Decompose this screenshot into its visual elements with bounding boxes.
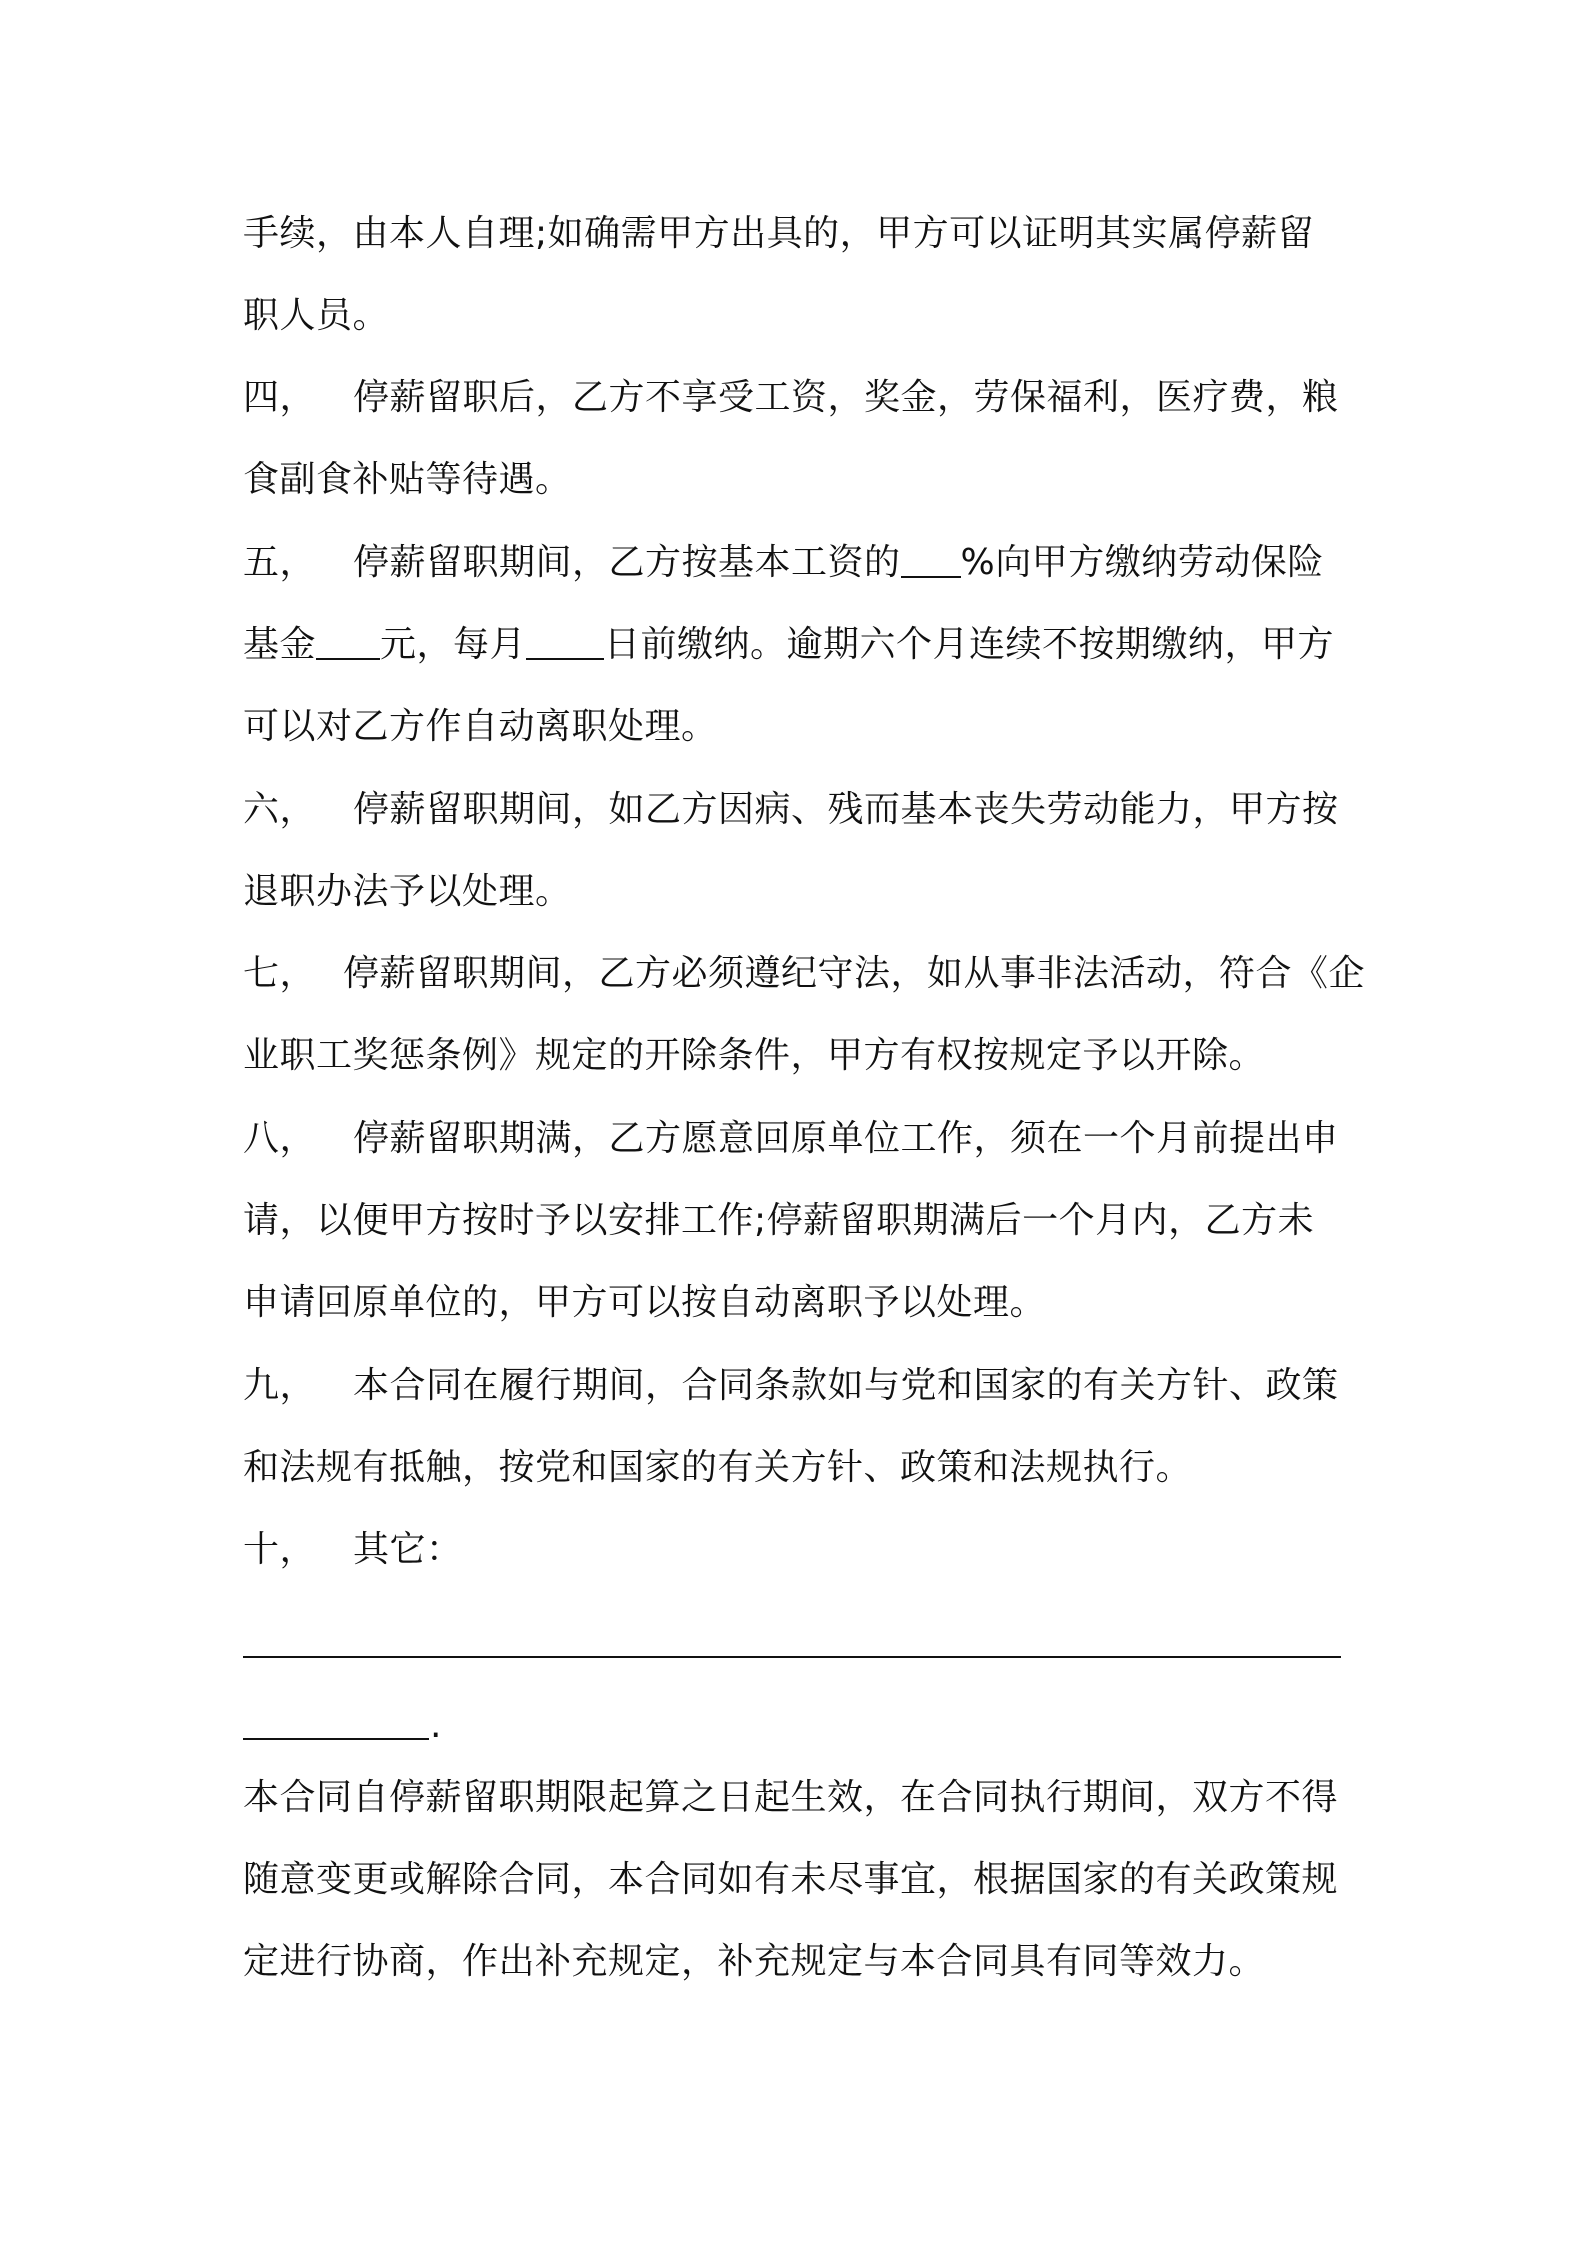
text-line: 本合同自停薪留职期限起算之日起生效，在合同执行期间，双方不得 — [243, 1777, 1339, 1818]
clause-6-line-1 — [243, 788, 1363, 832]
clause-text: 停薪留职期间，乙方按基本工资的 — [353, 542, 901, 583]
clause-number: 九， — [243, 1365, 317, 1406]
clause-4-line-1 — [243, 376, 1363, 420]
clause-text: 本合同在履行期间，合同条款如与党和国家的有关方针、政策 — [353, 1365, 1339, 1406]
clause-number: 四， — [243, 377, 317, 418]
clause-number: 八， — [243, 1118, 317, 1159]
clause-text: 元，每月 — [380, 624, 527, 665]
text-line: 退职办法予以处理。 — [243, 871, 572, 912]
clause-7-line-1 — [243, 952, 1366, 996]
clause-text: 停薪留职期满，乙方愿意回原单位工作，须在一个月前提出申 — [353, 1118, 1339, 1159]
clause-number: 五， — [243, 542, 317, 583]
text-line: 和法规有抵触，按党和国家的有关方针、政策和法规执行。 — [243, 1447, 1193, 1488]
clause-text: 停薪留职后，乙方不享受工资，奖金，劳保福利，医疗费，粮 — [353, 377, 1339, 418]
blank-underline — [526, 626, 604, 660]
end-period: . — [430, 1705, 442, 1746]
clause-9-line-1 — [243, 1364, 1363, 1408]
clause-text: 日前缴纳。逾期六个月连续不按期缴纳，甲方 — [604, 624, 1335, 665]
clause-text: 停薪留职期间，如乙方因病、残而基本丧失劳动能力，甲方按 — [353, 789, 1339, 830]
blank-underline — [901, 544, 961, 578]
text-line: 业职工奖惩条例》规定的开除条件，甲方有权按规定予以开除。 — [243, 1035, 1266, 1076]
clause-number: 六， — [243, 789, 317, 830]
text-line: 职人员。 — [243, 295, 390, 336]
clause-text: 其它： — [353, 1529, 463, 1570]
clause-text: %向甲方缴纳劳动保险 — [960, 542, 1324, 583]
clause-8-line-1 — [243, 1117, 1363, 1161]
clause-text: 基金 — [243, 624, 317, 665]
text-line: 定进行协商，作出补充规定，补充规定与本合同具有同等效力。 — [243, 1941, 1266, 1982]
text-line: 申请回原单位的，甲方可以按自动离职予以处理。 — [243, 1282, 1047, 1323]
clause-number: 七， — [243, 953, 317, 994]
fill-in-underline-short — [243, 1738, 429, 1740]
clause-5-line-1 — [243, 541, 1363, 585]
clause-10-line-1 — [243, 1528, 1363, 1572]
fill-in-underline — [243, 1656, 1341, 1658]
text-line: 手续，由本人自理;如确需甲方出具的，甲方可以证明其实属停薪留 — [243, 213, 1315, 254]
text-line: 食副食补贴等待遇。 — [243, 459, 572, 500]
text-line: 随意变更或解除合同，本合同如有未尽事宜，根据国家的有关政策规 — [243, 1859, 1339, 1900]
text-line: 请，以便甲方按时予以安排工作;停薪留职期满后一个月内，乙方未 — [243, 1200, 1315, 1241]
text-line: 可以对乙方作自动离职处理。 — [243, 706, 718, 747]
blank-underline — [316, 626, 380, 660]
clause-5-line-2 — [243, 623, 1363, 667]
clause-number: 十， — [243, 1529, 317, 1570]
clause-text: 停薪留职期间，乙方必须遵纪守法，如从事非法活动，符合《企 — [343, 953, 1366, 994]
